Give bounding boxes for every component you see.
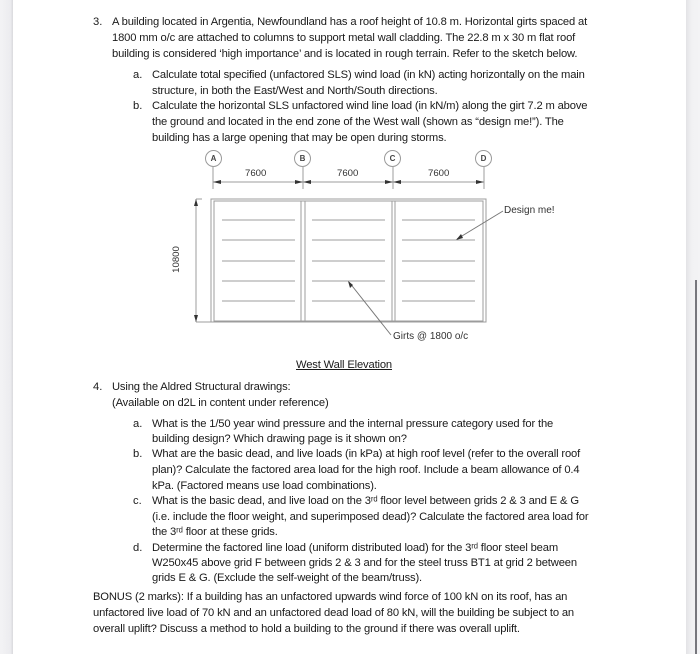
question-4b-line-2: plan)? Calculate the factored area load for the high roof. Include a beam allowance of 0.4 (152, 464, 580, 476)
grid-bubble-b: B (294, 150, 311, 167)
question-3-line-3: building is considered ‘high importance’ and is located in rough terrain. Refer to the sketch below. (112, 48, 578, 60)
question-4b-label: b. (133, 448, 143, 460)
height-dimension: 10800 (170, 246, 182, 273)
question-4c-label: c. (133, 495, 142, 507)
question-4b-line-1: What are the basic dead, and live loads (in kPa) at high roof level (refer to the overall roof (152, 448, 581, 460)
question-4-line-2: (Available on d2L in content under reference) (112, 397, 329, 409)
question-3b-line-2: the ground and located in the end zone of the West wall (shown as “design me!”). The (152, 116, 564, 128)
question-4d-line-2: W250x45 above grid F between grids 2 & 3 and for the steel truss BT1 at grid 2 between (152, 557, 577, 569)
question-4a-label: a. (133, 418, 143, 430)
question-3-line-2: 1800 mm o/c are attached to columns to support metal wall cladding. The 22.8 m x 30 m flat roof (112, 32, 576, 44)
design-me-callout: Design me! (504, 205, 555, 216)
question-4c-line-1: What is the basic dead, and live load on the 3ʳᵈ floor level between grids 2 & 3 and E & G (152, 495, 579, 507)
question-4c-line-3: the 3ʳᵈ floor at these grids. (152, 526, 278, 538)
question-4b-line-3: kPa. (Factored means use load combinations). (152, 480, 377, 492)
grid-bubble-d: D (475, 150, 492, 167)
grid-bubble-a: A (205, 150, 222, 167)
question-4d-label: d. (133, 542, 143, 554)
question-3b-line-3: building has a large opening that may be open during storms. (152, 132, 447, 144)
question-3b-line-1: Calculate the horizontal SLS unfactored wind line load (in kN/m) along the girt 7.2 m above (152, 100, 588, 112)
question-3-line-1: A building located in Argentia, Newfoundland has a roof height of 10.8 m. Horizontal girts spaced at (112, 16, 588, 28)
bonus-line-2: unfactored live load of 70 kN and an unfactored dead load of 80 kN, will the building be subject to an (93, 607, 575, 619)
bay-dimension-bc: 7600 (337, 168, 359, 179)
bonus-line-3: overall uplift? Discuss a method to hold a building to the ground if there was overall uplift. (93, 623, 520, 635)
question-4-number: 4. (93, 381, 103, 393)
question-4-line-1: Using the Aldred Structural drawings: (112, 381, 291, 393)
sketch-caption: West Wall Elevation (296, 359, 393, 371)
bay-dimension-ab: 7600 (245, 168, 267, 179)
question-3a-label: a. (133, 69, 143, 81)
question-3a-line-2: structure, in both the East/West and North/South directions. (152, 85, 438, 97)
girts-callout: Girts @ 1800 o/c (393, 331, 469, 342)
question-4a-line-2: building design? Which drawing page is it shown on? (152, 433, 407, 445)
grid-bubble-c: C (384, 150, 401, 167)
question-3-number: 3. (93, 16, 103, 28)
question-4d-line-3: grids E & G. (Exclude the self-weight of the beam/truss). (152, 572, 423, 584)
question-3a-line-1: Calculate total specified (unfactored SLS) wind load (in kN) acting horizontally on the main (152, 69, 585, 81)
question-4d-line-1: Determine the factored line load (uniform distributed load) for the 3ʳᵈ floor steel beam (152, 542, 558, 554)
question-4a-line-1: What is the 1/50 year wind pressure and the internal pressure category used for the (152, 418, 554, 430)
bay-dimension-cd: 7600 (428, 168, 450, 179)
question-3b-label: b. (133, 100, 143, 112)
question-4c-line-2: (i.e. include the floor weight, and superimposed dead)? Calculate the factored area load for (152, 511, 589, 523)
bonus-line-1: BONUS (2 marks): If a building has an unfactored upwards wind force of 100 kN on its roof, has an (93, 591, 568, 603)
